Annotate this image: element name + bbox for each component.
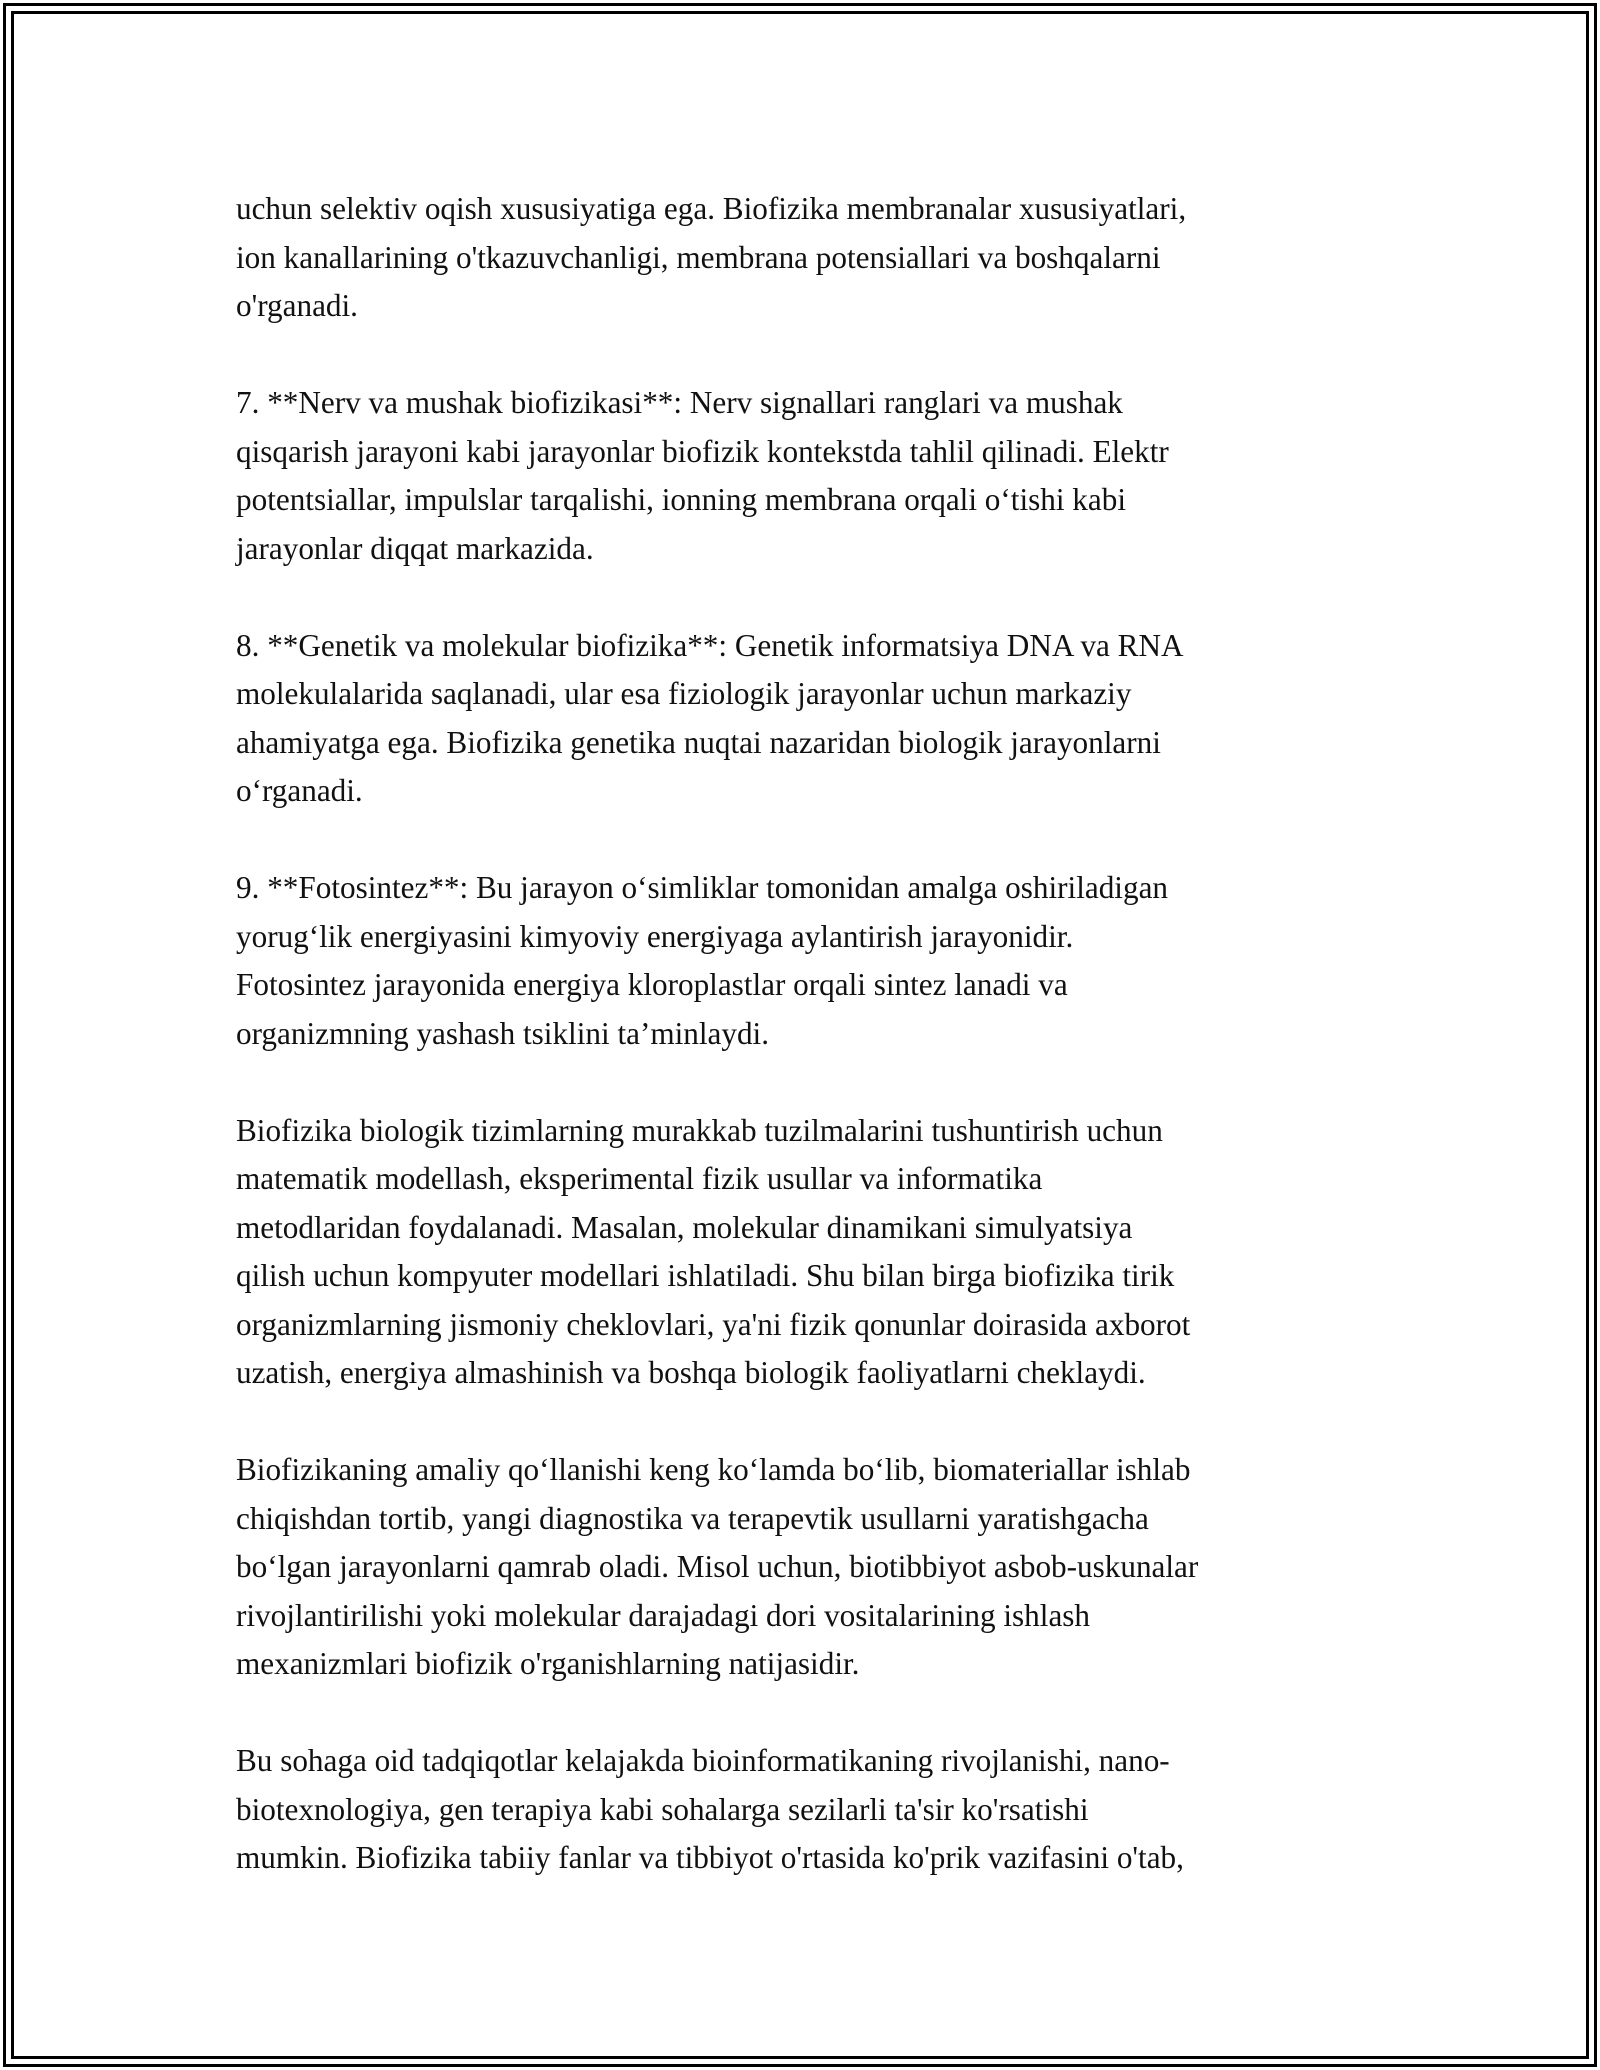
text-line: o'rganadi. [236,288,358,323]
text-line: Bu sohaga oid tadqiqotlar kelajakda bioinformatikaning rivojlanishi, nano- [236,1743,1170,1778]
text-line: mexanizmlari biofizik o'rganishlarning natijasidir. [236,1646,860,1681]
paragraph-methods [236,1107,1376,1398]
text-line: chiqishdan tortib, yangi diagnostika va terapevtik usullarni yaratishgacha [236,1500,1149,1536]
text-line: Biofizikaning amaliy qo‘llanishi keng ko‘lamda bo‘lib, biomateriallar ishlab [236,1452,1191,1487]
text-line: potentsiallar, impulslar tarqalishi, ionning membrana orqali o‘tishi kabi [236,482,1127,517]
text-line: yorug‘lik energiyasini kimyoviy energiyaga aylantirish jarayonidir. [236,918,1074,954]
text-line: 8. **Genetik va molekular biofizika**: Genetik informatsiya DNA va RNA [236,627,1184,663]
document-body [236,185,1376,1931]
text-line: jarayonlar diqqat markazida. [236,530,594,566]
paragraph-future-research [236,1737,1376,1883]
text-line: biotexnologiya, gen terapiya kabi sohalarga sezilarli ta'sir ko'rsatishi [236,1791,1089,1827]
text-line: bo‘lgan jarayonlarni qamrab oladi. Misol uchun, biotibbiyot asbob-uskunalar [236,1549,1199,1584]
text-line: Fotosintez jarayonida energiya kloroplastlar orqali sintez lanadi va [236,967,1068,1002]
text-line: ahamiyatga ega. Biofizika genetika nuqtai nazaridan biologik jarayonlarni [236,724,1161,760]
text-line: matematik modellash, eksperimental fizik usullar va informatika [236,1161,1043,1196]
paragraph-item-8-genetic-molecular [236,622,1376,816]
text-line: Biofizika biologik tizimlarning murakkab tuzilmalarini tushuntirish uchun [236,1112,1163,1148]
text-line: qilish uchun kompyuter modellari ishlatiladi. Shu bilan birga biofizika tirik [236,1258,1175,1293]
text-line: mumkin. Biofizika tabiiy fanlar va tibbiyot o'rtasida ko'prik vazifasini o'tab, [236,1840,1184,1875]
text-line: uzatish, energiya almashinish va boshqa biologik faoliyatlarni cheklaydi. [236,1355,1146,1390]
text-line: rivojlantirilishi yoki molekular darajadagi dori vositalarining ishlash [236,1597,1091,1633]
text-line: 9. **Fotosintez**: Bu jarayon o‘simliklar tomonidan amalga oshiriladigan [236,870,1169,905]
text-line: organizmning yashash tsiklini ta’minlaydi. [236,1015,770,1051]
paragraph-applications [236,1446,1376,1689]
text-line: o‘rganadi. [236,773,363,808]
text-line: organizmlarning jismoniy cheklovlari, ya'ni fizik qonunlar doirasida axborot [236,1306,1191,1342]
text-line: metodlaridan foydalanadi. Masalan, molekular dinamikani simulyatsiya [236,1209,1133,1245]
text-line: qisqarish jarayoni kabi jarayonlar biofizik kontekstda tahlil qilinadi. Elektr [236,433,1169,469]
paragraph-membrane-continued [236,185,1376,331]
paragraph-item-7-nerve-muscle [236,379,1376,573]
text-line: molekulalarida saqlanadi, ular esa fiziologik jarayonlar uchun markaziy [236,676,1132,711]
text-line: uchun selektiv oqish xususiyatiga ega. Biofizika membranalar xususiyatlari, [236,191,1187,226]
paragraph-item-9-photosynthesis [236,864,1376,1058]
text-line: ion kanallarining o'tkazuvchanligi, membrana potensiallari va boshqalarni [236,239,1161,275]
text-line: 7. **Nerv va mushak biofizikasi**: Nerv signallari ranglari va mushak [236,385,1123,420]
